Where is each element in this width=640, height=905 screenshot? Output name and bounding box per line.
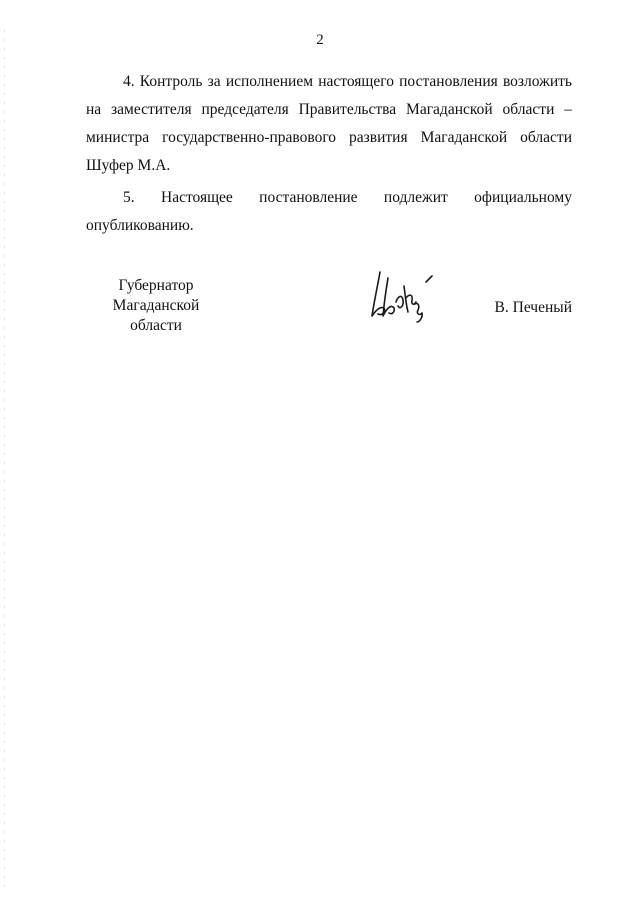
page-number: 2 bbox=[316, 32, 324, 48]
signature-block bbox=[86, 276, 572, 336]
paragraph-line: опубликованию. bbox=[86, 217, 194, 234]
signatory-title bbox=[86, 276, 226, 336]
signatory-title-line: Магаданской области bbox=[112, 297, 200, 334]
paragraph-4 bbox=[86, 68, 572, 180]
document-body bbox=[86, 68, 572, 240]
scan-edge-artifact bbox=[4, 30, 5, 890]
paragraph-line: 5. Настоящее постановление подлежит официальному bbox=[123, 189, 572, 206]
signatory-name: В. Печеный bbox=[494, 299, 572, 316]
paragraph-line: на заместителя председателя Правительства Магаданской области – bbox=[86, 101, 572, 118]
paragraph-line: Шуфер М.А. bbox=[86, 157, 171, 174]
handwritten-signature bbox=[368, 264, 438, 326]
paragraph-5 bbox=[86, 184, 572, 240]
signatory-title-line: Губернатор bbox=[118, 277, 194, 294]
paragraph-line: 4. Контроль за исполнением настоящего постановления возложить bbox=[123, 73, 572, 90]
paragraph-line: министра государственно-правового развития Магаданской области bbox=[86, 129, 572, 146]
